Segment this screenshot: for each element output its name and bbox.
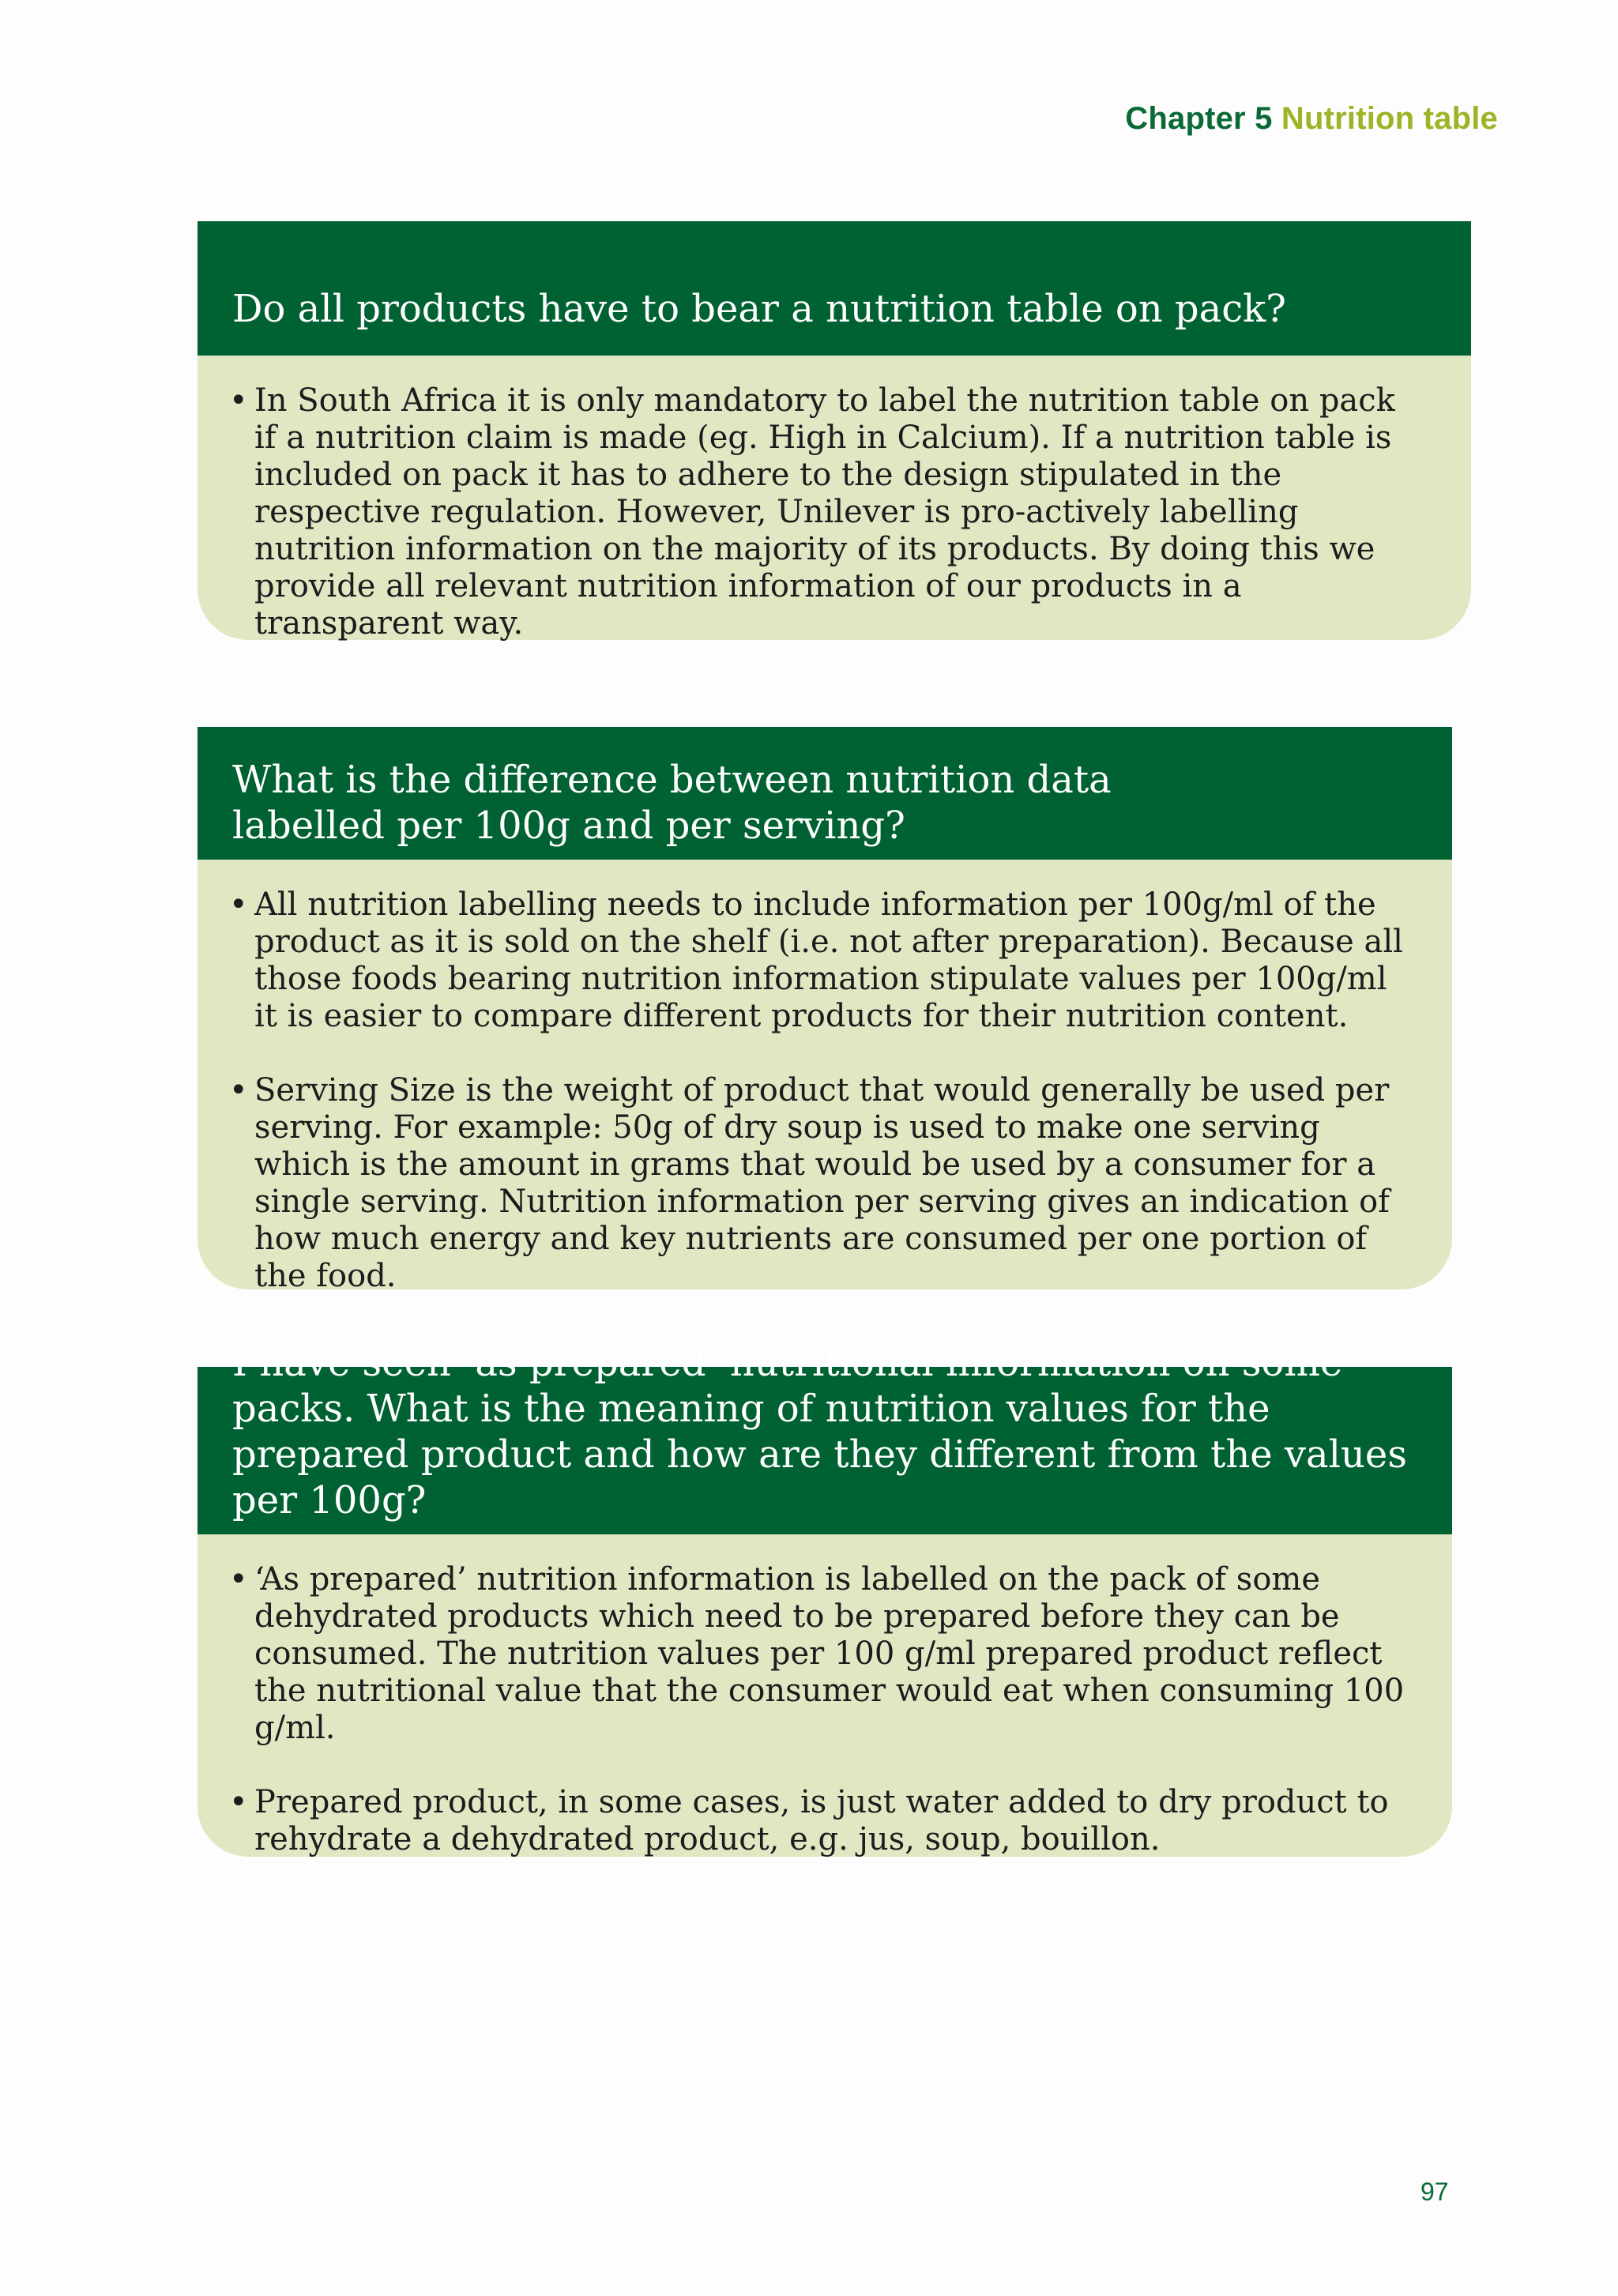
faq-answer bbox=[198, 1534, 1452, 1858]
faq-answer bbox=[198, 356, 1471, 642]
faq-answer-bullet: • Serving Size is the weight of product that would generally be used per serving. For example: 50g of dry soup is used to make one serving which is the amount in grams that would be used by a consumer for a single serving. Nutrition information per serving gives an indication of how much energy and key nutrients are consumed per one portion of the food. bbox=[229, 1072, 1405, 1295]
faq-question-text: Do all products have to bear a nutrition table on pack? bbox=[232, 287, 1286, 331]
chapter-title: Nutrition table bbox=[1281, 101, 1498, 136]
faq-question bbox=[198, 727, 1452, 860]
faq-card-per-100g-vs-serving bbox=[198, 727, 1452, 1294]
faq-question-text: I have seen ‘as prepared’ nutritional information on some packs. What is the meaning of nutrition values for the prepared product and how are they different from the values per 100g? bbox=[232, 1341, 1407, 1523]
faq-question bbox=[198, 1341, 1452, 1534]
chapter-header bbox=[1125, 101, 1498, 137]
page-number: 97 bbox=[1420, 2177, 1449, 2206]
faq-answer-bullet: • ‘As prepared’ nutrition information is labelled on the pack of some dehydrated products which need to be prepared before they can be consumed. The nutrition values per 100 g/ml prepared product reflect the nutritional value that the consumer would eat when consuming 100 g/ml. bbox=[229, 1561, 1405, 1747]
faq-answer-bullet: • All nutrition labelling needs to include information per 100g/ml of the product as it is sold on the shelf (i.e. not after preparation). Because all those foods bearing nutrition information stipulate values per 100g/ml it is easier to compare different products for their nutrition content. bbox=[229, 886, 1405, 1035]
faq-card-nutrition-table-required bbox=[198, 221, 1471, 640]
chapter-number: Chapter 5 bbox=[1125, 101, 1273, 136]
faq-question-text: What is the difference between nutrition data labelled per 100g and per serving? bbox=[232, 758, 1112, 848]
faq-answer-bullet: • Prepared product, in some cases, is just water added to dry product to rehydrate a dehydrated product, e.g. jus, soup, bouillon. bbox=[229, 1784, 1405, 1858]
faq-answer-bullet: • In South Africa it is only mandatory to label the nutrition table on pack if a nutrition claim is made (eg. High in Calcium). If a nutrition table is included on pack it has to adhere to the design stipulated in the respective regulation. However, Unilever is pro-actively labelling nutrition information on the majority of its products. By doing this we provide all relevant nutrition information of our products in a transparent way. bbox=[229, 382, 1424, 642]
faq-answer bbox=[198, 860, 1452, 1295]
faq-question bbox=[198, 221, 1471, 356]
faq-card-as-prepared bbox=[198, 1341, 1452, 1858]
